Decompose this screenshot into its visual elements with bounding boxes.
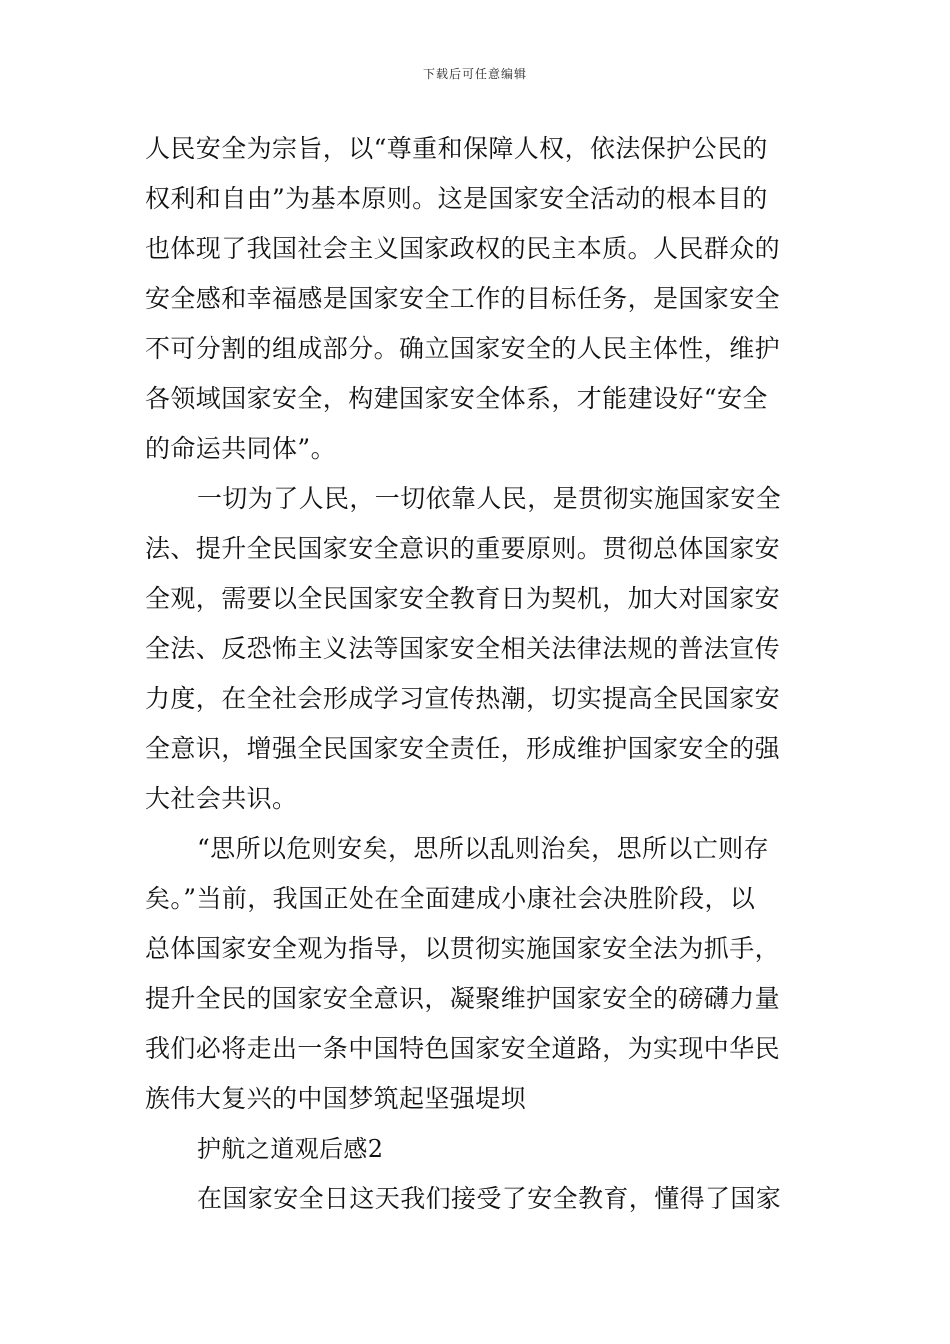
paragraph-start-line: 在国家安全日这天我们接受了安全教育，懂得了国家: [197, 1184, 782, 1213]
text-line: 全观，需要以全民国家安全教育日为契机，加大对国家安: [145, 584, 781, 613]
text-line: 总体国家安全观为指导，以贯彻实施国家安全法为抓手，: [145, 934, 781, 963]
text-line: 的命运共同体”。: [145, 434, 336, 463]
text-line: 力度，在全社会形成学习宣传热潮，切实提高全民国家安: [145, 684, 781, 713]
text-line: 不可分割的组成部分。确立国家安全的人民主体性，维护: [145, 334, 781, 363]
text-line: 人民安全为宗旨，以“尊重和保障人权，依法保护公民的: [145, 134, 768, 163]
section-heading: 护航之道观后感2: [197, 1135, 384, 1163]
document-body: [145, 124, 807, 1224]
text-line: 族伟大复兴的中国梦筑起坚强堤坝: [145, 1084, 527, 1113]
header-note: 下载后可任意编辑: [422, 67, 527, 81]
text-line: 全意识，增强全民国家安全责任，形成维护国家安全的强: [145, 734, 781, 763]
text-line: 安全感和幸福感是国家安全工作的目标任务，是国家安全: [145, 284, 781, 313]
text-line: 也体现了我国社会主义国家政权的民主本质。人民群众的: [145, 234, 781, 263]
text-line: 权利和自由”为基本原则。这是国家安全活动的根本目的: [145, 184, 768, 213]
text-line: 法、提升全民国家安全意识的重要原则。贯彻总体国家安: [145, 534, 781, 563]
text-line: 各领域国家安全，构建国家安全体系，才能建设好“安全: [145, 384, 768, 413]
paragraph-start-line: “思所以危则安矣，思所以乱则治矣，思所以亡则存: [197, 834, 769, 863]
text-line: 全法、反恐怖主义法等国家安全相关法律法规的普法宣传: [145, 634, 781, 663]
text-line: 矣。”当前，我国正处在全面建成小康社会决胜阶段，以: [145, 884, 756, 913]
text-line: 大社会共识。: [145, 784, 298, 813]
paragraph-start-line: 一切为了人民，一切依靠人民，是贯彻实施国家安全: [197, 484, 782, 513]
text-line: 我们必将走出一条中国特色国家安全道路，为实现中华民: [145, 1034, 781, 1063]
text-line: 提升全民的国家安全意识，凝聚维护国家安全的磅礴力量: [145, 984, 781, 1013]
